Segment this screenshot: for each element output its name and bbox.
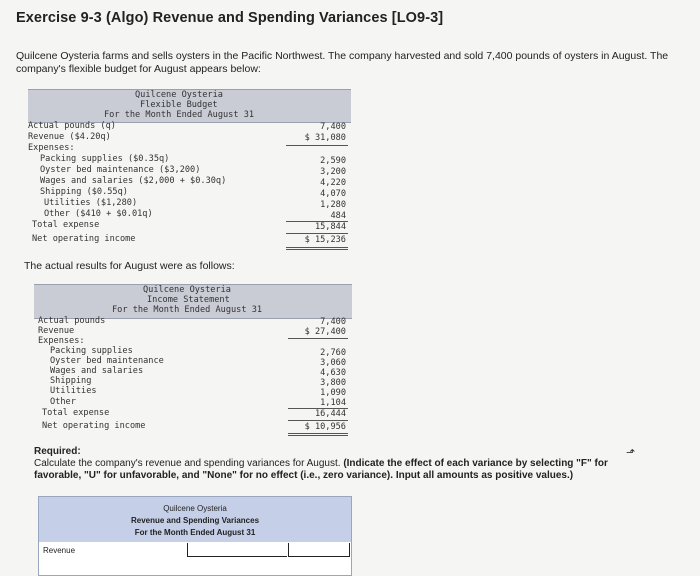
flex-row-label: Wages and salaries ($2,000 + $0.30q) bbox=[40, 176, 227, 186]
flex-row-value: 484 bbox=[330, 211, 346, 221]
required-heading: Required: bbox=[34, 446, 81, 457]
answer-row-label: Revenue bbox=[43, 546, 76, 555]
flex-header-company: Quilcene Oysteria bbox=[135, 90, 223, 100]
actual-row-value: 16,444 bbox=[314, 409, 346, 419]
flex-row-value: 1,280 bbox=[320, 200, 346, 210]
actual-double-underline bbox=[288, 435, 348, 436]
flex-row-value: 2,590 bbox=[320, 156, 346, 166]
flex-row-value: 3,200 bbox=[320, 167, 346, 177]
flex-underline bbox=[286, 145, 348, 146]
actual-row-value: 2,760 bbox=[320, 348, 346, 358]
intro-text: Quilcene Oysteria farms and sells oysters in the Pacific Northwest. The company harvested and sold 7,400 pounds of oysters in August. The company's flexible budget for August appears below: bbox=[16, 50, 669, 75]
answer-header-period: For the Month Ended August 31 bbox=[134, 528, 256, 537]
actual-header-period: For the Month Ended August 31 bbox=[112, 305, 263, 315]
actual-underline bbox=[288, 420, 348, 421]
required-bold-text: (Indicate the effect of each variance by selecting "F" for favorable, "U" for unfavorable, and "None" for no effect (i.e., zero variance). Input all amounts as positive values.) bbox=[34, 458, 608, 481]
flex-underline bbox=[286, 233, 348, 234]
actual-underline bbox=[288, 338, 348, 339]
flex-row-label: Net operating income bbox=[32, 234, 136, 244]
actual-row-value: 1,090 bbox=[320, 388, 346, 398]
actual-row-label: Packing supplies bbox=[50, 346, 133, 356]
actual-row-value: 4,630 bbox=[320, 368, 346, 378]
cell-divider bbox=[187, 543, 188, 557]
actual-row-value: 3,800 bbox=[320, 378, 346, 388]
cursor-icon: ⬏ bbox=[626, 447, 636, 459]
flex-row-value: 4,070 bbox=[320, 189, 346, 199]
flex-row-label: Revenue ($4.20q) bbox=[28, 132, 111, 142]
actual-row-value: 7,400 bbox=[320, 317, 346, 327]
required-instructions bbox=[34, 446, 654, 482]
actual-row-value: 3,060 bbox=[320, 358, 346, 368]
flex-row-label: Actual pounds (q) bbox=[28, 121, 116, 131]
flex-row-value: $ 31,080 bbox=[304, 133, 346, 143]
flex-double-underline bbox=[286, 249, 348, 250]
actual-row-label: Actual pounds bbox=[38, 316, 106, 326]
flex-row-label: Oyster bed maintenance ($3,200) bbox=[40, 165, 201, 175]
answer-header-title: Revenue and Spending Variances bbox=[130, 516, 260, 525]
required-text: Calculate the company's revenue and spending variances for August. bbox=[34, 458, 341, 469]
flex-row-value: $ 15,236 bbox=[304, 235, 346, 245]
answer-header-company: Quilcene Oysteria bbox=[163, 504, 227, 513]
revenue-variance-amount-input[interactable] bbox=[187, 544, 287, 557]
answer-row-next bbox=[38, 559, 352, 576]
flex-row-label: Packing supplies ($0.35q) bbox=[40, 154, 170, 164]
actual-header-statement: Income Statement bbox=[147, 295, 230, 305]
actual-row-label: Wages and salaries bbox=[50, 366, 144, 376]
flex-row-label: Utilities ($1,280) bbox=[44, 198, 138, 208]
answer-row-revenue bbox=[38, 542, 352, 560]
actual-row-label: Other bbox=[50, 397, 76, 407]
flex-row-label: Shipping ($0.55q) bbox=[40, 187, 128, 197]
actual-row-label: Shipping bbox=[50, 376, 92, 386]
actual-row-value: $ 27,400 bbox=[304, 327, 346, 337]
revenue-variance-effect-select[interactable] bbox=[289, 544, 349, 557]
answer-table-header bbox=[38, 496, 352, 544]
flex-row-label: Total expense bbox=[32, 220, 100, 230]
flex-row-value: 7,400 bbox=[320, 122, 346, 132]
actual-row-label: Expenses: bbox=[38, 336, 85, 346]
actual-row-label: Net operating income bbox=[42, 421, 146, 431]
flex-header-statement: Flexible Budget bbox=[140, 100, 218, 110]
actual-header-company: Quilcene Oysteria bbox=[143, 285, 231, 295]
flex-row-label: Expenses: bbox=[28, 143, 75, 153]
actual-row-label: Oyster bed maintenance bbox=[50, 356, 164, 366]
flex-row-value: 15,844 bbox=[314, 222, 346, 232]
flex-row-label: Other ($410 + $0.01q) bbox=[44, 209, 153, 219]
actual-row-label: Revenue bbox=[38, 326, 75, 336]
actual-row-value: 1,104 bbox=[320, 398, 346, 408]
flex-row-value: 4,220 bbox=[320, 178, 346, 188]
actual-intro-text: The actual results for August were as follows: bbox=[24, 260, 235, 272]
actual-double-underline bbox=[288, 433, 348, 434]
cell-divider bbox=[349, 543, 350, 557]
actual-row-label: Utilities bbox=[50, 386, 97, 396]
flex-double-underline bbox=[286, 247, 348, 248]
flex-header-period: For the Month Ended August 31 bbox=[104, 110, 255, 120]
actual-row-label: Total expense bbox=[42, 408, 110, 418]
page-title: Exercise 9-3 (Algo) Revenue and Spending Variances [LO9-3] bbox=[16, 10, 444, 26]
actual-row-value: $ 10,956 bbox=[304, 422, 346, 432]
